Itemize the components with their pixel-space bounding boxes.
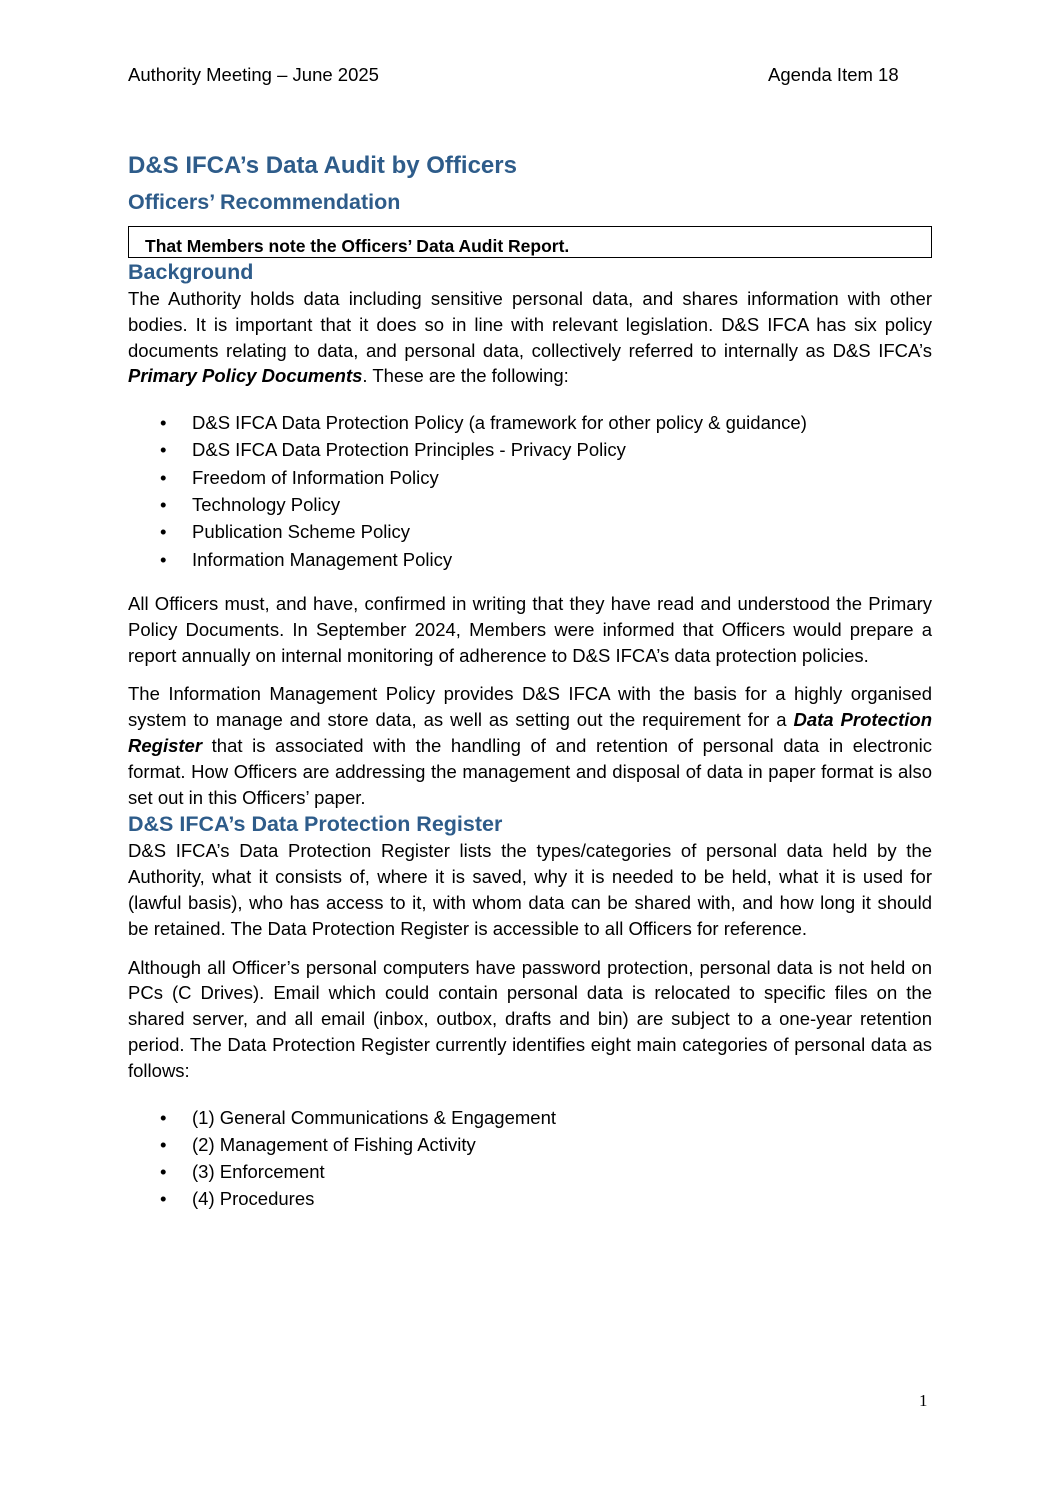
list-item-text: D&S IFCA Data Protection Policy (a framework for other policy & guidance)	[192, 412, 807, 434]
information-management-paragraph	[128, 681, 932, 810]
list-item-text: (3) Enforcement	[192, 1161, 325, 1183]
recommendation-box	[128, 226, 932, 258]
bullet-icon: •	[160, 412, 167, 434]
bullet-icon: •	[160, 1161, 167, 1183]
register-heading: D&S IFCA’s Data Protection Register	[128, 812, 503, 837]
list-item-text: Publication Scheme Policy	[192, 521, 410, 543]
bullet-icon: •	[160, 548, 167, 570]
information-management-tail: that is associated with the handling of and retention of personal data in electronic format. How Officers are addressing the management and disposal of data in paper format is also set out in this Officers’ paper.	[128, 734, 932, 808]
page-body	[128, 150, 932, 1231]
list-item	[128, 436, 932, 463]
data-protection-register-emphasis: Data Protection Register	[128, 709, 933, 756]
header-meeting: Authority Meeting – June 2025	[128, 64, 379, 85]
bullet-icon: •	[160, 1188, 167, 1210]
list-item-text: (1) General Communications & Engagement	[192, 1106, 557, 1128]
bullet-icon: •	[160, 466, 167, 488]
information-management-text: The Information Management Policy provides D&S IFCA with the basis for a highly organised system to manage and store data, as well as setting out the requirement for a	[128, 683, 932, 731]
list-item-text: Freedom of Information Policy	[192, 466, 439, 488]
list-item	[128, 1158, 932, 1185]
officers-confirmation-paragraph: All Officers must, and have, confirmed in writing that they have read and understood the Primary Policy Documents. In September 2024, Members were informed that Officers would prepare a report annually on internal monitoring of adherence to D&S IFCA’s data protection policies.	[128, 592, 932, 666]
list-item	[128, 491, 932, 518]
list-item-text: (4) Procedures	[192, 1188, 315, 1210]
list-item	[128, 1131, 932, 1158]
list-item	[128, 546, 932, 573]
list-item	[128, 1185, 932, 1212]
register-description-paragraph: D&S IFCA’s Data Protection Register lists the types/categories of personal data held by the Authority, what it consists of, where it is saved, why it is needed to be held, what it is used for (lawful basis), who has access to it, with whom data can be shared with, and how long it should be retained. The Data Protection Register is accessible to all Officers for reference.	[128, 840, 932, 939]
list-item-text: D&S IFCA Data Protection Principles - Privacy Policy	[192, 439, 626, 461]
background-intro-tail: . These are the following:	[362, 365, 569, 387]
background-heading: Background	[128, 260, 254, 284]
bullet-icon: •	[160, 494, 167, 516]
list-item	[128, 1104, 932, 1131]
primary-policy-documents-emphasis: Primary Policy Documents	[128, 365, 363, 387]
bullet-icon: •	[160, 521, 167, 543]
recommendation-text: That Members note the Officers’ Data Audit Report.	[145, 236, 570, 256]
bullet-icon: •	[160, 439, 167, 461]
page-number: 1	[919, 1391, 928, 1410]
bullet-icon: •	[160, 1133, 167, 1155]
list-item-text: (2) Management of Fishing Activity	[192, 1133, 476, 1155]
header-agenda-item: Agenda Item 18	[768, 64, 899, 85]
background-intro-paragraph	[128, 286, 932, 389]
list-item	[128, 464, 932, 491]
policy-list	[128, 409, 932, 573]
list-item	[128, 409, 932, 436]
list-item	[128, 518, 932, 545]
list-item-text: Technology Policy	[192, 494, 341, 516]
category-list	[128, 1104, 932, 1213]
background-intro-text: The Authority holds data including sensitive personal data, and shares information with other bodies. It is important that it does so in line with relevant legislation. D&S IFCA has six policy documents relating to data, and personal data, collectively referred to internally as D&S IFCA’s	[128, 288, 932, 361]
recommendation-heading: Officers’ Recommendation	[128, 190, 401, 214]
bullet-icon: •	[160, 1106, 167, 1128]
list-item-text: Information Management Policy	[192, 548, 453, 570]
document-title: D&S IFCA’s Data Audit by Officers	[128, 152, 517, 179]
register-categories-paragraph: Although all Officer’s personal computers have password protection, personal data is not held on PCs (C Drives). Email which could contain personal data is relocated to specific files on the shared server, and all email (inbox, outbox, drafts and bin) are subject to a one-year retention period. The Data Protection Register currently identifies eight main categories of personal data as follows:	[128, 956, 932, 1081]
